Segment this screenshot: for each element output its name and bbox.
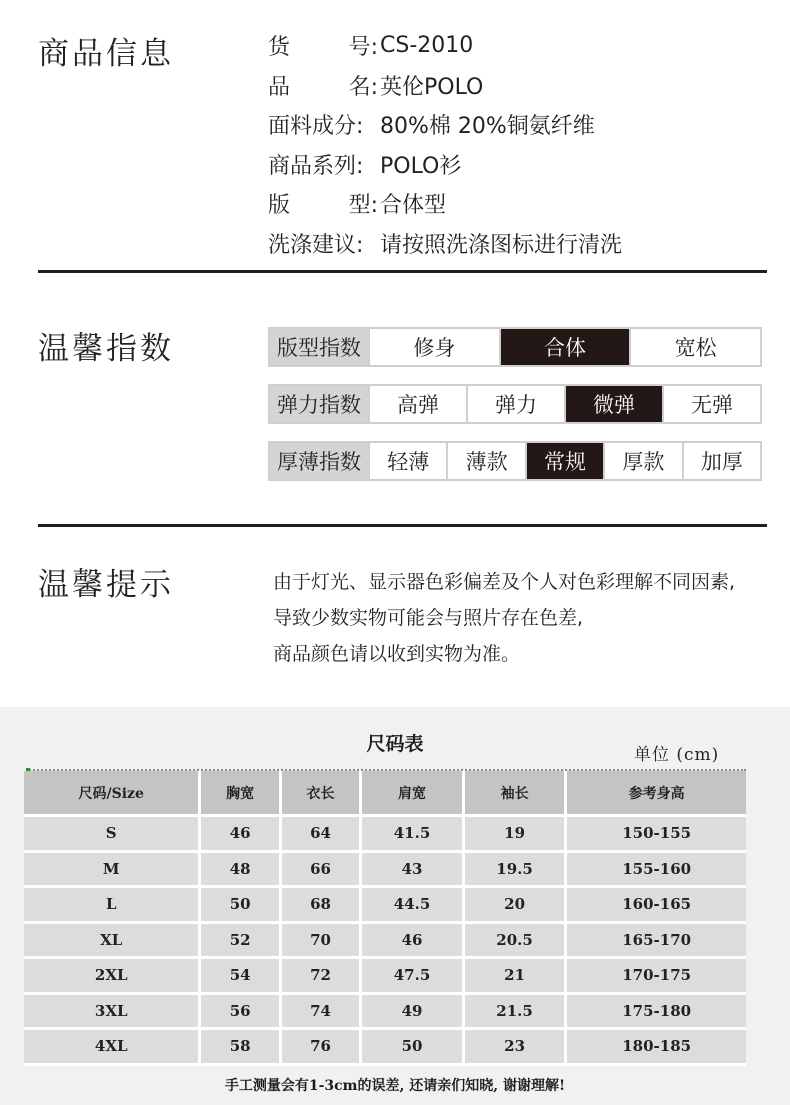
product-info-title: 商品信息 bbox=[38, 36, 174, 72]
cell-size: S bbox=[24, 817, 201, 853]
cell-shoulder: 41.5 bbox=[362, 817, 465, 853]
cell-length: 74 bbox=[282, 995, 362, 1031]
info-key-char: 名: bbox=[348, 74, 378, 100]
info-value: 80%棉 20%铜氨纤维 bbox=[380, 114, 595, 140]
size-chart-note: 手工测量会有1-3cm的误差, 还请亲们知晓, 谢谢理解! bbox=[224, 1078, 566, 1094]
table-row bbox=[24, 995, 746, 1031]
tips-title: 温馨提示 bbox=[38, 567, 174, 603]
cell-chest: 46 bbox=[201, 817, 281, 853]
cell-height: 180-185 bbox=[567, 1030, 746, 1066]
fit-option-slim: 修身 bbox=[368, 329, 499, 365]
header-height: 参考身高 bbox=[567, 771, 746, 817]
cell-chest: 54 bbox=[201, 959, 281, 995]
cell-size: 4XL bbox=[24, 1030, 201, 1066]
thickness-index-label: 厚薄指数 bbox=[270, 443, 368, 479]
table-row bbox=[24, 959, 746, 995]
tips-line: 商品颜色请以收到实物为准。 bbox=[273, 643, 521, 665]
info-value: POLO衫 bbox=[380, 153, 462, 179]
header-chest: 胸宽 bbox=[201, 771, 281, 817]
cell-sleeve: 19.5 bbox=[465, 853, 568, 889]
cell-height: 150-155 bbox=[567, 817, 746, 853]
thickness-option-light: 轻薄 bbox=[368, 443, 446, 479]
cell-sleeve: 20.5 bbox=[465, 924, 568, 960]
info-row bbox=[268, 184, 622, 224]
cell-chest: 52 bbox=[201, 924, 281, 960]
stretch-option-high: 高弹 bbox=[368, 386, 466, 422]
info-key bbox=[268, 70, 378, 101]
cell-shoulder: 46 bbox=[362, 924, 465, 960]
info-key bbox=[268, 109, 378, 140]
info-row bbox=[268, 66, 622, 106]
info-key-char: 号: bbox=[348, 35, 378, 61]
cell-height: 170-175 bbox=[567, 959, 746, 995]
cell-height: 165-170 bbox=[567, 924, 746, 960]
cell-shoulder: 47.5 bbox=[362, 959, 465, 995]
cell-size: XL bbox=[24, 924, 201, 960]
cell-height: 160-165 bbox=[567, 888, 746, 924]
table-row bbox=[24, 1030, 746, 1066]
info-key-char: 版 bbox=[268, 193, 291, 219]
tips-text bbox=[273, 564, 735, 672]
tips-line: 导致少数实物可能会与照片存在色差, bbox=[273, 607, 584, 629]
thickness-index-row bbox=[268, 441, 762, 481]
cell-size: 2XL bbox=[24, 959, 201, 995]
info-key-char: 洗涤建议: bbox=[268, 232, 364, 258]
cell-shoulder: 50 bbox=[362, 1030, 465, 1066]
cell-sleeve: 19 bbox=[465, 817, 568, 853]
fit-option-loose: 宽松 bbox=[629, 329, 760, 365]
section-divider bbox=[38, 270, 767, 273]
header-sleeve: 袖长 bbox=[465, 771, 568, 817]
cell-height: 155-160 bbox=[567, 853, 746, 889]
cell-length: 76 bbox=[282, 1030, 362, 1066]
info-key bbox=[268, 149, 378, 180]
info-value: CS-2010 bbox=[380, 33, 474, 59]
info-value: 英伦POLO bbox=[380, 74, 484, 100]
cell-size: L bbox=[24, 888, 201, 924]
header-shoulder: 肩宽 bbox=[362, 771, 465, 817]
size-chart-title: 尺码表 bbox=[366, 733, 424, 755]
info-key bbox=[268, 30, 378, 61]
info-key bbox=[268, 188, 378, 219]
cell-sleeve: 21.5 bbox=[465, 995, 568, 1031]
info-row bbox=[268, 145, 622, 185]
index-title: 温馨指数 bbox=[38, 331, 174, 367]
header-length: 衣长 bbox=[282, 771, 362, 817]
info-key bbox=[268, 228, 378, 259]
table-row bbox=[24, 853, 746, 889]
fit-index-label: 版型指数 bbox=[270, 329, 368, 365]
info-key-char: 品 bbox=[268, 74, 291, 100]
thickness-option-extra-thick: 加厚 bbox=[682, 443, 760, 479]
thickness-option-thick: 厚款 bbox=[603, 443, 681, 479]
cell-chest: 58 bbox=[201, 1030, 281, 1066]
stretch-index-row bbox=[268, 384, 762, 424]
cell-shoulder: 43 bbox=[362, 853, 465, 889]
size-chart-unit: 单位 (cm) bbox=[634, 745, 720, 765]
table-row bbox=[24, 888, 746, 924]
cell-shoulder: 49 bbox=[362, 995, 465, 1031]
size-table bbox=[24, 771, 746, 1066]
stretch-index-label: 弹力指数 bbox=[270, 386, 368, 422]
info-row bbox=[268, 224, 622, 264]
cell-height: 175-180 bbox=[567, 995, 746, 1031]
cell-length: 64 bbox=[282, 817, 362, 853]
cell-length: 66 bbox=[282, 853, 362, 889]
thickness-option-thin: 薄款 bbox=[446, 443, 524, 479]
info-row bbox=[268, 105, 622, 145]
stretch-option-none: 无弹 bbox=[662, 386, 760, 422]
info-key-char: 商品系列: bbox=[268, 153, 364, 179]
thickness-option-regular-selected: 常规 bbox=[525, 443, 603, 479]
cell-length: 68 bbox=[282, 888, 362, 924]
section-divider bbox=[38, 524, 767, 527]
stretch-option-elastic: 弹力 bbox=[466, 386, 564, 422]
fit-option-regular-selected: 合体 bbox=[499, 329, 630, 365]
table-row bbox=[24, 817, 746, 853]
info-value: 请按照洗涤图标进行清洗 bbox=[380, 232, 623, 258]
cell-length: 72 bbox=[282, 959, 362, 995]
info-key-char: 货 bbox=[268, 35, 291, 61]
tips-line: 由于灯光、显示器色彩偏差及个人对色彩理解不同因素, bbox=[273, 571, 736, 593]
fit-index-row bbox=[268, 327, 762, 367]
info-key-char: 面料成分: bbox=[268, 114, 364, 140]
size-chart-panel bbox=[0, 707, 790, 1105]
cell-chest: 56 bbox=[201, 995, 281, 1031]
cell-shoulder: 44.5 bbox=[362, 888, 465, 924]
info-value: 合体型 bbox=[380, 193, 447, 219]
cell-length: 70 bbox=[282, 924, 362, 960]
product-info-list bbox=[268, 26, 622, 263]
size-table-header-row bbox=[24, 771, 746, 817]
cell-size: 3XL bbox=[24, 995, 201, 1031]
info-row bbox=[268, 26, 622, 66]
header-size: 尺码/Size bbox=[24, 771, 201, 817]
info-key-char: 型: bbox=[348, 193, 378, 219]
cell-chest: 48 bbox=[201, 853, 281, 889]
cell-sleeve: 21 bbox=[465, 959, 568, 995]
stretch-option-slight-selected: 微弹 bbox=[564, 386, 662, 422]
cell-sleeve: 23 bbox=[465, 1030, 568, 1066]
cell-chest: 50 bbox=[201, 888, 281, 924]
table-row bbox=[24, 924, 746, 960]
cell-size: M bbox=[24, 853, 201, 889]
cell-sleeve: 20 bbox=[465, 888, 568, 924]
